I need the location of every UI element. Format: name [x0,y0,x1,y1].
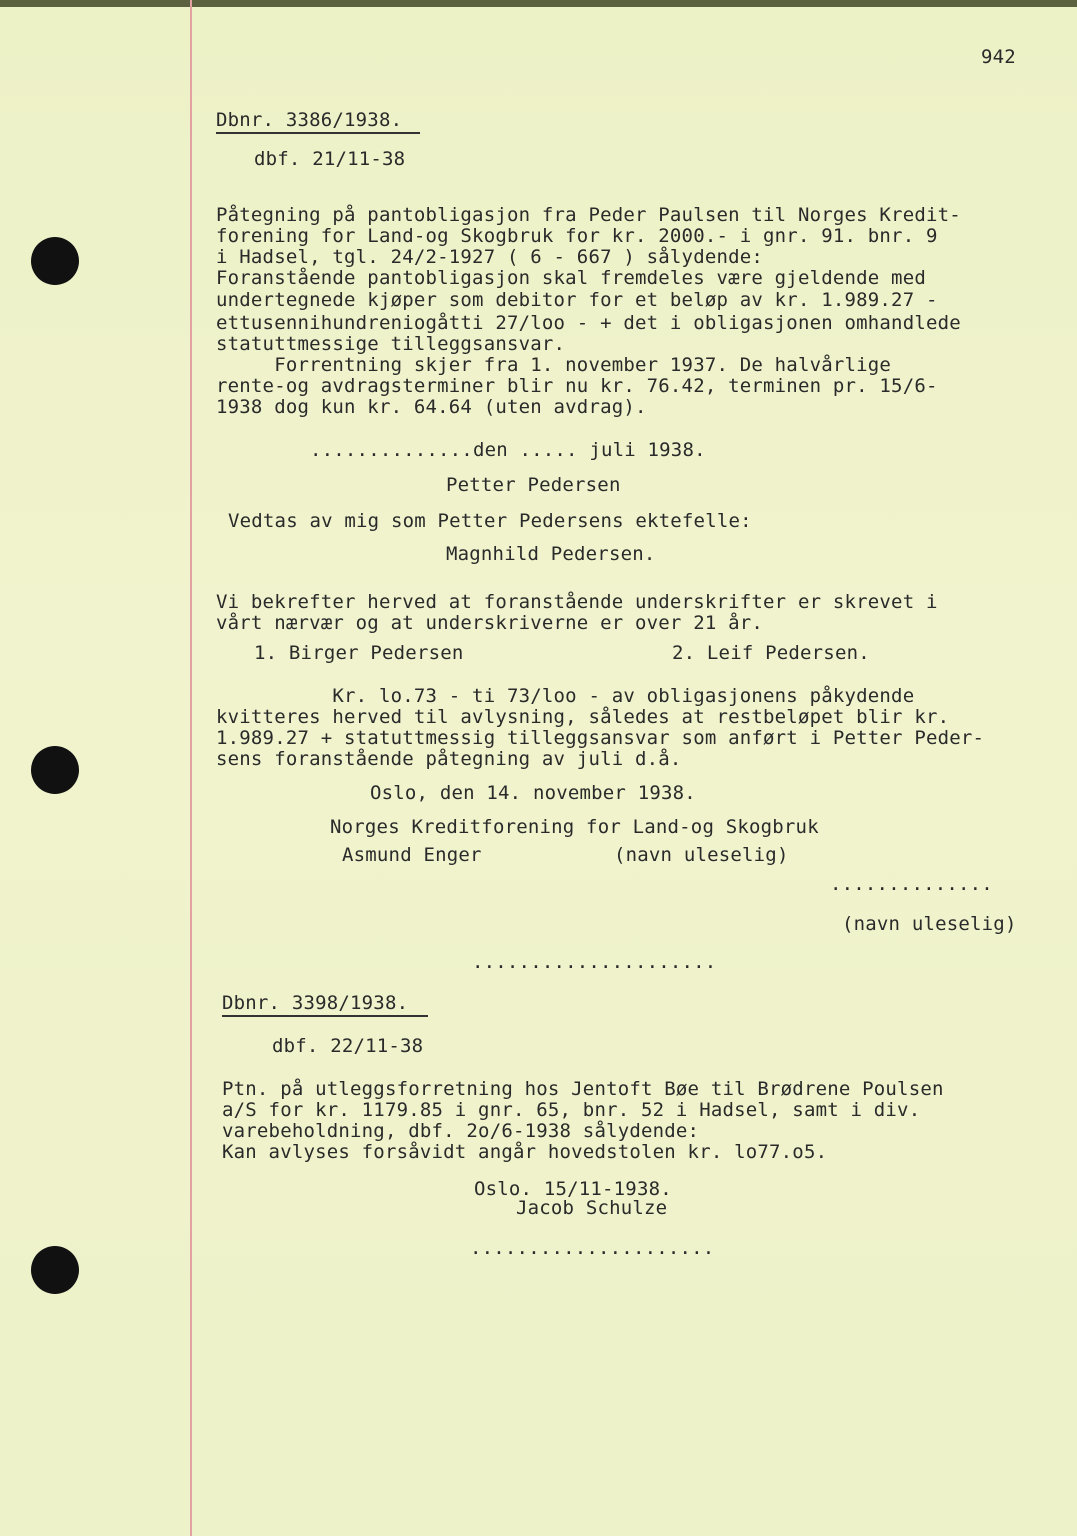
signing-date: ..............den ..... juli 1938. [310,439,706,461]
paragraph-line: a/S for kr. 1179.85 i gnr. 65, bnr. 52 i Hadsel, samt i div. [222,1099,921,1121]
receipt-line: 1.989.27 + statuttmessig tilleggsansvar som anført i Petter Peder- [216,727,985,749]
witness-2: 2. Leif Pedersen. [672,642,870,664]
paragraph-line: forening for Land-og Skogbruk for kr. 2000.- i gnr. 91. bnr. 9 [216,225,938,247]
paragraph-line: Forrentning skjer fra 1. november 1937. De halvårlige [216,354,892,376]
registration-date: dbf. 21/11-38 [254,148,406,170]
receipt-line: kvitteres herved til avlysning, således at restbeløpet blir kr. [216,706,950,728]
spouse-consent: Vedtas av mig som Petter Pedersens ektefelle: [228,510,752,532]
witness-statement: Vi bekrefter herved at foranstående underskrifter er skrevet i [216,591,938,613]
punch-hole [31,746,79,794]
paragraph-line: Ptn. på utleggsforretning hos Jentoft Bøe til Brødrene Poulsen [222,1078,944,1100]
punch-hole [31,237,79,285]
signer-name: Jacob Schulze [516,1197,668,1219]
entry-heading: Dbnr. 3386/1938. [216,110,420,134]
receipt-line: sens foranstående påtegning av juli d.å. [216,748,682,770]
paragraph-line: 1938 dog kun kr. 64.64 (uten avdrag). [216,396,647,418]
paragraph-line: Kan avlyses forsåvidt angår hovedstolen kr. lo77.o5. [222,1141,828,1163]
witness-1: 1. Birger Pedersen [254,642,464,664]
page-number: 942 [981,46,1016,68]
place-date: Oslo, den 14. november 1938. [370,782,696,804]
witness-statement: vårt nærvær og at underskriverne er over 21 år. [216,612,764,634]
paragraph-line: rente-og avdragsterminer blir nu kr. 76.42, terminen pr. 15/6- [216,375,938,397]
punch-hole [31,1246,79,1294]
paragraph-line: varebeholdning, dbf. 2o/6-1938 sålydende: [222,1120,700,1142]
institution-name: Norges Kreditforening for Land-og Skogbruk [330,816,819,838]
registration-date: dbf. 22/11-38 [272,1035,424,1057]
entry-heading: Dbnr. 3398/1938. [222,993,428,1017]
paragraph-line: Påtegning på pantobligasjon fra Peder Paulsen til Norges Kredit- [216,204,961,226]
separator-dots: ..................... [472,951,717,973]
signature-dots: .............. [830,873,993,895]
place-date: Oslo. 15/11-1938. [474,1178,672,1200]
signer-name: Petter Pedersen [446,474,621,496]
scan-top-edge [0,0,1077,7]
unreadable-signature: (navn uleselig) [614,844,789,866]
signature-name: Asmund Enger [342,844,482,866]
paragraph-line: undertegnede kjøper som debitor for et beløp av kr. 1.989.27 - [216,289,938,311]
receipt-line: Kr. lo.73 - ti 73/loo - av obligasjonens påkydende [216,685,915,707]
paragraph-line: i Hadsel, tgl. 24/2-1927 ( 6 - 667 ) sålydende: [216,246,764,268]
paragraph-line: ettusennihundreniogåtti 27/loo - + det i obligasjonen omhandlede [216,312,961,334]
paragraph-line: Foranstående pantobligasjon skal fremdeles være gjeldende med [216,267,926,289]
paragraph-line: statuttmessige tilleggsansvar. [216,333,566,355]
margin-line [190,0,192,1536]
separator-dots: ..................... [470,1237,715,1259]
unreadable-signature: (navn uleselig) [842,913,1017,935]
spouse-name: Magnhild Pedersen. [446,543,656,565]
